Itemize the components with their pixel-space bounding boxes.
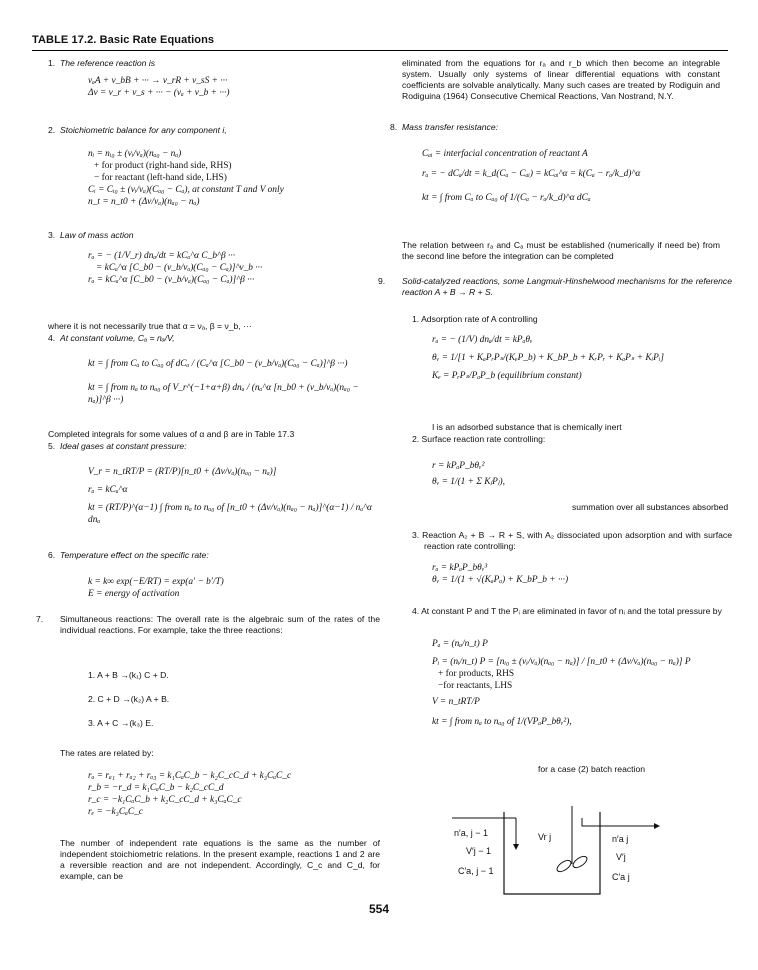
section-7: 7. Simultaneous reactions: The overall rate is the algebraic sum of the rates of the individual reactions. For example, take the three reactions: [36, 614, 380, 635]
equation-temperature: k = k∞ exp(−E/RT) = exp(a′ − b′/T) E = energy of activation [88, 577, 224, 599]
agitator-blade-left [555, 858, 573, 874]
inflow-arrow-icon [513, 844, 519, 850]
inert-substance-note: I is an adsorbed substance that is chemically inert [432, 422, 622, 432]
equation-reference-reaction: νₐA + ν_bB + ··· → ν_rR + ν_sS + ··· Δν = ν_r + ν_s + ··· − (νₐ + ν_b + ···) [88, 76, 230, 98]
table-reference-note: Completed integrals for some values of α and β are in Table 17.3 [48, 429, 295, 439]
section-1: 1. The reference reaction is [48, 58, 156, 68]
outlet-moles-label: n′a j [612, 834, 629, 844]
reactor-volume-label: Vr j [538, 832, 552, 842]
equation-simultaneous-rates: rₐ = rₐ₁ + rₐ₂ + rₐ₃ = k₁CₐC_b − k₂C_cC_d + k₃CₐC_c r_b = −r_d = k₁CₐC_b − k₂C_cC_d r_c = −k₁CₐC_b + k₂C_cC_d + k₃CₐC_c rₑ = −k₃CₐC_c [88, 771, 292, 817]
page-number: 554 [368, 902, 390, 916]
inlet-concentration-label: C′a, j − 1 [458, 866, 494, 876]
mass-action-note: where it is not necessarily true that α = νₐ, β = ν_b, ··· [48, 321, 252, 331]
equation-surface-reaction: r = kPₐP_bθᵥ² θᵥ = 1/(1 + Σ KⱼPⱼ), [432, 461, 505, 487]
mechanism-4-heading: 4. At constant P and T the Pᵢ are eliminated in favor of nᵢ and the total pressure by [412, 606, 722, 616]
equation-constant-volume: kt = ∫ from Cₐ to Cₐ₀ of dCₐ / (Cₐ^α [C_b0 − (ν_b/νₐ)(Cₐ₀ − Cₐ)]^β ···) kt = ∫ from nₐ to nₐ₀ of V_r^(−1+α+β) dnₐ / (nₐ^α [n_b0 + (ν_b/νₐ)(nₐ₀ − nₐ)]^β ···) [88, 359, 359, 405]
integration-note: The relation between rₐ and Cₐ must be established (numerically if need be) from the second line before the integration can be completed [402, 240, 720, 261]
equation-mass-action: rₐ = − (1/V_r) dnₐ/dt = kCₐ^α C_b^β ··· = kCₐ^α [C_b0 − (ν_b/νₐ)(Cₐ₀ − Cₐ)]^ν_b ··· rₐ = kCₐ^α [C_b0 − (ν_b/νₐ)(Cₐ₀ − Cₐ)]^β ··· [88, 251, 263, 285]
section-6: 6. Temperature effect on the specific rate: [48, 550, 209, 560]
equation-dissociated: rₐ = kPₐP_bθᵥ³ θᵥ = 1/(1 + √(KₐPₐ) + K_bP_b + ···) [432, 563, 569, 585]
agitator-blade-right [571, 854, 589, 870]
outlet-concentration-label: C′a j [612, 872, 630, 882]
title-rule [32, 50, 728, 51]
outflow-arrow-icon [654, 823, 660, 829]
batch-reaction-note: for a case (2) batch reaction [538, 764, 645, 774]
equation-partial-pressures: Pₐ = (nₐ/n_t) P Pᵢ = (nᵢ/n_t) P = [nᵢ₀ ± (νᵢ/νₐ)(nₐ₀ − nₐ)] / [n_t0 + (Δν/νₐ)(nₐ₀ − nₐ)] P + for products, RHS −for reactants, LHS V = n_tRT/P kt = ∫ from nₐ to nₐ₀ of 1/(VPₐP_bθᵥ²), [432, 639, 691, 727]
outlet-volume-label: V′j [616, 852, 626, 862]
section-9: 9. Solid-catalyzed reactions, some Langmuir-Hinshelwood mechanisms for the reference reaction A + B → R + S. [378, 276, 732, 297]
equation-stoichiometric: nᵢ = nᵢ₀ ± (νᵢ/νₐ)(nₐ₀ − nₐ) + for product (right-hand side, RHS) − for reactant (left-hand side, LHS) Cᵢ = Cᵢ₀ ± (νᵢ/νₐ)(Cₐ₀ − Cₐ), at constant T and V only n_t = n_t0 + (Δν/νₐ)(nₐ₀ − nₐ) [88, 149, 284, 207]
inlet-volume-label: V′j − 1 [466, 846, 491, 856]
reaction-2: 2. C + D →(k₂) A + B. [88, 694, 170, 704]
equation-mass-transfer: Cₐᵢ = interfacial concentration of reactant A rₐ = − dCₐ/dt = k_d(Cₐ − Cₐᵢ) = kCₐᵢ^α = k(Cₐ − rₐ/k_d)^α kt = ∫ from Cₐ to Cₐ₀ of 1/(Cₐ − rₐ/k_d)^α dCₐ [422, 149, 641, 203]
independent-equations-paragraph: The number of independent rate equations is the same as the number of independent stoichiometric relations. In the present example, reactions 1 and 2 are a reversible reaction and are not independent. Accordingly, C_c and C_d, for example, can be [60, 838, 380, 881]
mechanism-3-heading: 3. Reaction A₂ + B → R + S, with A₂ dissociated upon adsorption and with surface reaction rate controlling: [412, 530, 732, 551]
equation-adsorption: rₐ = − (1/V) dnₐ/dt = kPₐθᵥ θᵥ = 1/[1 + KₐPᵣPₛ/(KₑP_b) + K_bP_b + KᵣPᵣ + KₐPₛ + KᵢPᵢ] Kₑ = PᵣPₛ/PₐP_b (equilibrium constant) [432, 335, 664, 381]
section-2: 2. Stoichiometric balance for any component i, [48, 125, 227, 135]
summation-note: summation over all substances absorbed [572, 502, 729, 512]
rates-related-label: The rates are related by: [60, 748, 154, 758]
section-4: 4. At constant volume, Cₐ = nₐ/V, [48, 333, 175, 343]
section-8: 8. Mass transfer resistance: [390, 122, 498, 132]
inlet-moles-label: n′a, j − 1 [454, 828, 488, 838]
page-title: TABLE 17.2. Basic Rate Equations [32, 34, 215, 46]
reactor-diagram [452, 804, 672, 904]
section-3: 3. Law of mass action [48, 230, 134, 240]
equation-ideal-gases: V_r = n_tRT/P = (RT/P)[n_t0 + (Δν/νₐ)(nₐ₀ − nₐ)] rₐ = kCₐ^α kt = (RT/P)^(α−1) ∫ from nₐ to nₐ₀ of [n_t0 + (Δν/νₐ)(nₐ₀ − nₐ)]^(α−1) / nₐ^α dnₐ [88, 467, 372, 525]
section-5: 5. Ideal gases at constant pressure: [48, 441, 187, 451]
mechanism-2-heading: 2. Surface reaction rate controlling: [412, 434, 546, 444]
reaction-1: 1. A + B →(k₁) C + D. [88, 670, 169, 680]
continuation-paragraph: eliminated from the equations for rₐ and r_b which then become an integrable system. Usually only systems of linear differential equations with constant coefficients are solvable analytically. Many such cases are treated by Rodiguin and Rodiguina (1964) Consecutive Chemical Reactions, Van Nostrand, N.Y. [402, 58, 720, 101]
reaction-3: 3. A + C →(k₃) E. [88, 718, 154, 728]
outflow-line [582, 818, 658, 826]
mechanism-1-heading: 1. Adsorption rate of A controlling [412, 314, 538, 324]
reactor-vessel [504, 812, 600, 894]
